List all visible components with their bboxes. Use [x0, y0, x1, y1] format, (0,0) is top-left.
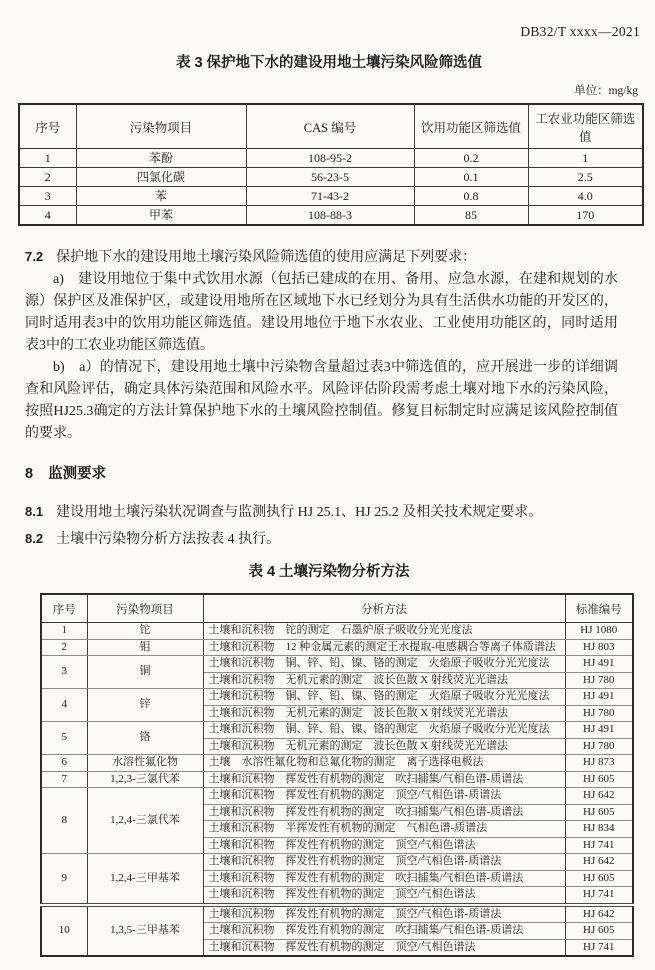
- table4-row: [41, 854, 633, 871]
- table4-method-cell: 土壤和沉积物 挥发性有机物的测定 顶空/气相色谱-质谱法: [203, 854, 565, 871]
- table4-method-cell: 土壤和沉积物 半挥发性有机物的测定 气相色谱-质谱法: [203, 821, 565, 838]
- table4-row: [41, 755, 633, 772]
- table4-method-cell: 土壤和沉积物 挥发性有机物的测定 吹扫捕集/气相色谱-质谱法: [203, 804, 565, 821]
- table3-cell: 甲苯: [76, 206, 246, 226]
- table3-cell: 2: [19, 168, 76, 187]
- table4-no-cell: 6: [41, 755, 87, 772]
- table4-code-cell: HJ 605: [565, 923, 633, 940]
- table4-method-cell: 土壤和沉积物 无机元素的测定 波长色散 X 射线荧光光谱法: [203, 705, 565, 722]
- table4-no-cell: 3: [41, 656, 87, 689]
- table3-body: [19, 149, 643, 226]
- table4-no-cell: 2: [41, 639, 87, 656]
- clause-7-2-intro: [25, 246, 618, 269]
- table3-cell: 4.0: [528, 187, 643, 206]
- table4-no-cell: 7: [41, 771, 87, 788]
- table4-code-cell: HJ 780: [565, 705, 633, 722]
- table4-method-cell: 土壤 水溶性氟化物和总氟化物的测定 离子选择电极法: [203, 755, 565, 772]
- table4-method-cell: 土壤和沉积物 挥发性有机物的测定 顶空/气相色谱-质谱法: [203, 905, 565, 923]
- unit-label: 单位：mg/kg: [574, 85, 638, 97]
- table4-row: [41, 656, 633, 673]
- table4-row: [41, 722, 633, 739]
- table4-pollutant-cell: 钼: [87, 639, 203, 656]
- table3-header-row: [19, 104, 643, 149]
- clause-7-2-item-b: b) a）的情况下，建设用地土壤中污染物含量超过表3中筛选值的，应开展进一步的详细调查和风险评估，确定具体污染范围和风险水平。风险评估阶段需考虑土壤对地下水的污染风险，按照HJ25.3确定的方法计算保护地下水的土壤风险控制值。修复目标制定时应满足该风险控制值的要求。: [25, 360, 618, 441]
- table4-pollutant-cell: 水溶性氟化物: [87, 755, 203, 772]
- table4-header-cell: 标准编号: [565, 594, 633, 623]
- table3-header-cell: 饮用功能区筛选值: [414, 104, 528, 149]
- clause-8-1-text: 建设用地土壤污染状况调查与监测执行 HJ 25.1、HJ 25.2 及相关技术规定要求。: [56, 505, 543, 520]
- table3: [18, 103, 644, 226]
- table3-cell: 1: [528, 149, 643, 168]
- table3-cell: 108-95-2: [246, 149, 414, 168]
- table4-pollutant-cell: 1,2,4-三甲基苯: [87, 854, 203, 905]
- table4-pollutant-cell: 铬: [87, 722, 203, 755]
- table3-header-cell: CAS 编号: [246, 104, 414, 149]
- table4-code-cell: HJ 803: [565, 639, 633, 656]
- table4-pollutant-cell: 锌: [87, 689, 203, 722]
- table3-cell: 四氯化碳: [76, 168, 246, 187]
- table4-method-cell: 土壤和沉积物 挥发性有机物的测定 吹扫捕集/气相色谱-质谱法: [203, 923, 565, 940]
- table4-code-cell: HJ 642: [565, 788, 633, 805]
- table4-code-cell: HJ 741: [565, 939, 633, 956]
- table4-code-cell: HJ 605: [565, 771, 633, 788]
- table4-code-cell: HJ 834: [565, 821, 633, 838]
- table3-header-cell: 污染物项目: [76, 104, 246, 149]
- table3-cell: 0.2: [414, 149, 528, 168]
- table4-code-cell: HJ 780: [565, 738, 633, 755]
- table3-row: [19, 168, 643, 187]
- table4-method-cell: 土壤和沉积物 铜、锌、铅、镍、铬的测定 火焰原子吸收分光光度法: [203, 689, 565, 706]
- table4-code-cell: HJ 605: [565, 804, 633, 821]
- table4-no-cell: 9: [41, 854, 87, 905]
- table3-row: [19, 187, 643, 206]
- table4-code-cell: HJ 491: [565, 689, 633, 706]
- table4-code-cell: HJ 873: [565, 755, 633, 772]
- table4-code-cell: HJ 491: [565, 656, 633, 673]
- table4-row: [41, 623, 633, 640]
- table4-method-cell: 土壤和沉积物 挥发性有机物的测定 顶空/气相色谱-质谱法: [203, 788, 565, 805]
- table4-code-cell: HJ 642: [565, 905, 633, 923]
- clause-8-2-text: 土壤中污染物分析方法按表 4 执行。: [56, 532, 281, 547]
- table4-method-cell: 土壤和沉积物 挥发性有机物的测定 顶空/气相色谱法: [203, 939, 565, 956]
- section-8-title: 监测要求: [48, 466, 107, 482]
- table4-method-cell: 土壤和沉积物 无机元素的测定 波长色散 X 射线荧光光谱法: [203, 672, 565, 689]
- table3-cell: 1: [19, 149, 76, 168]
- clause-8-2: [25, 528, 618, 551]
- table4-code-cell: HJ 741: [565, 837, 633, 854]
- table4-row: [41, 639, 633, 656]
- table4-code-cell: HJ 605: [565, 870, 633, 887]
- table3-header-cell: 工农业功能区筛选值: [528, 104, 643, 149]
- clause-7-2-number: 7.2: [25, 249, 44, 264]
- table4-row: [41, 689, 633, 706]
- table4-row: [41, 771, 633, 788]
- clause-8-1: [25, 501, 618, 524]
- table4-method-cell: 土壤和沉积物 挥发性有机物的测定 顶空/气相色谱法: [203, 887, 565, 905]
- table4-method-cell: 土壤和沉积物 铊的测定 石墨炉原子吸收分光光度法: [203, 623, 565, 640]
- table3-cell: 2.5: [528, 168, 643, 187]
- table4-method-cell: 土壤和沉积物 无机元素的测定 波长色散 X 射线荧光光谱法: [203, 738, 565, 755]
- table4-method-cell: 土壤和沉积物 铜、锌、铅、镍、铬的测定 火焰原子吸收分光光度法: [203, 722, 565, 739]
- table4-row: [41, 905, 633, 923]
- table4-method-cell: 土壤和沉积物 12 种金属元素的测定王水提取-电感耦合等离子体质谱法: [203, 639, 565, 656]
- clause-7-2-item-a: a) 建设用地位于集中式饮用水源（包括已建成的在用、备用、应急水源，在建和规划的水源）保护区及准保护区，或建设用地所在区域地下水已经划分为具有生活供水功能的开发区的，同时适用表3中的饮用功能区筛选值。建设用地位于地下水农业、工业使用功能区的，同时适用表3中的工农业功能区筛选值。: [25, 272, 618, 353]
- table4-no-cell: 5: [41, 722, 87, 755]
- clause-7-2-intro-text: 保护地下水的建设用地土壤污染风险筛选值的使用应满足下列要求：: [56, 250, 477, 265]
- section-8-heading: [25, 465, 640, 483]
- table4-code-cell: HJ 642: [565, 854, 633, 871]
- table4-header-row: [41, 594, 633, 623]
- table4-no-cell: 8: [41, 788, 87, 854]
- table3-cell: 0.1: [414, 168, 528, 187]
- table4-header-cell: 序号: [41, 594, 87, 623]
- table3-row: [19, 206, 643, 226]
- table3-cell: 85: [414, 206, 528, 226]
- table4-code-cell: HJ 741: [565, 887, 633, 905]
- clause-8-2-number: 8.2: [25, 531, 44, 546]
- section-8-number: 8: [25, 466, 34, 482]
- table4-no-cell: 1: [41, 623, 87, 640]
- table4-no-cell: 10: [41, 905, 87, 957]
- clause-7-2-block: [25, 246, 618, 445]
- table4-row: [41, 788, 633, 805]
- table4-code-cell: HJ 491: [565, 722, 633, 739]
- table3-cell: 108-88-3: [246, 206, 414, 226]
- table3-cell: 苯酚: [76, 149, 246, 168]
- table3-cell: 3: [19, 187, 76, 206]
- table3-cell: 71-43-2: [246, 187, 414, 206]
- clause-8-1-number: 8.1: [25, 504, 44, 519]
- doc-number: DB32/T xxxx—2021: [520, 24, 640, 39]
- table4-method-cell: 土壤和沉积物 挥发性有机物的测定 吹扫捕集/气相色谱-质谱法: [203, 870, 565, 887]
- table4-header-cell: 分析方法: [203, 594, 565, 623]
- table4-title: 表 4 土壤污染物分析方法: [248, 564, 410, 580]
- table4-pollutant-cell: 1,3,5-三甲基苯: [87, 905, 203, 957]
- table4-pollutant-cell: 1,2,4-三氯代苯: [87, 788, 203, 854]
- table4: [40, 593, 634, 957]
- table3-header-cell: 序号: [19, 104, 76, 149]
- table4-code-cell: HJ 1080: [565, 623, 633, 640]
- table4-no-cell: 4: [41, 689, 87, 722]
- table4-body: [41, 623, 633, 957]
- table3-title: 表 3 保护地下水的建设用地土壤污染风险筛选值: [175, 55, 483, 71]
- table3-cell: 170: [528, 206, 643, 226]
- table4-code-cell: HJ 780: [565, 672, 633, 689]
- table4-method-cell: 土壤和沉积物 铜、锌、铅、镍、铬的测定 火焰原子吸收分光光度法: [203, 656, 565, 673]
- table4-pollutant-cell: 铜: [87, 656, 203, 689]
- table4-method-cell: 土壤和沉积物 挥发性有机物的测定 吹扫捕集/气相色谱-质谱法: [203, 771, 565, 788]
- table4-header-cell: 污染物项目: [87, 594, 203, 623]
- table3-cell: 56-23-5: [246, 168, 414, 187]
- table4-pollutant-cell: 1,2,3-三氯代苯: [87, 771, 203, 788]
- table3-cell: 4: [19, 206, 76, 226]
- table3-cell: 0.8: [414, 187, 528, 206]
- table4-method-cell: 土壤和沉积物 挥发性有机物的测定 顶空/气相色谱法: [203, 837, 565, 854]
- table3-cell: 苯: [76, 187, 246, 206]
- table3-row: [19, 149, 643, 168]
- table4-pollutant-cell: 铊: [87, 623, 203, 640]
